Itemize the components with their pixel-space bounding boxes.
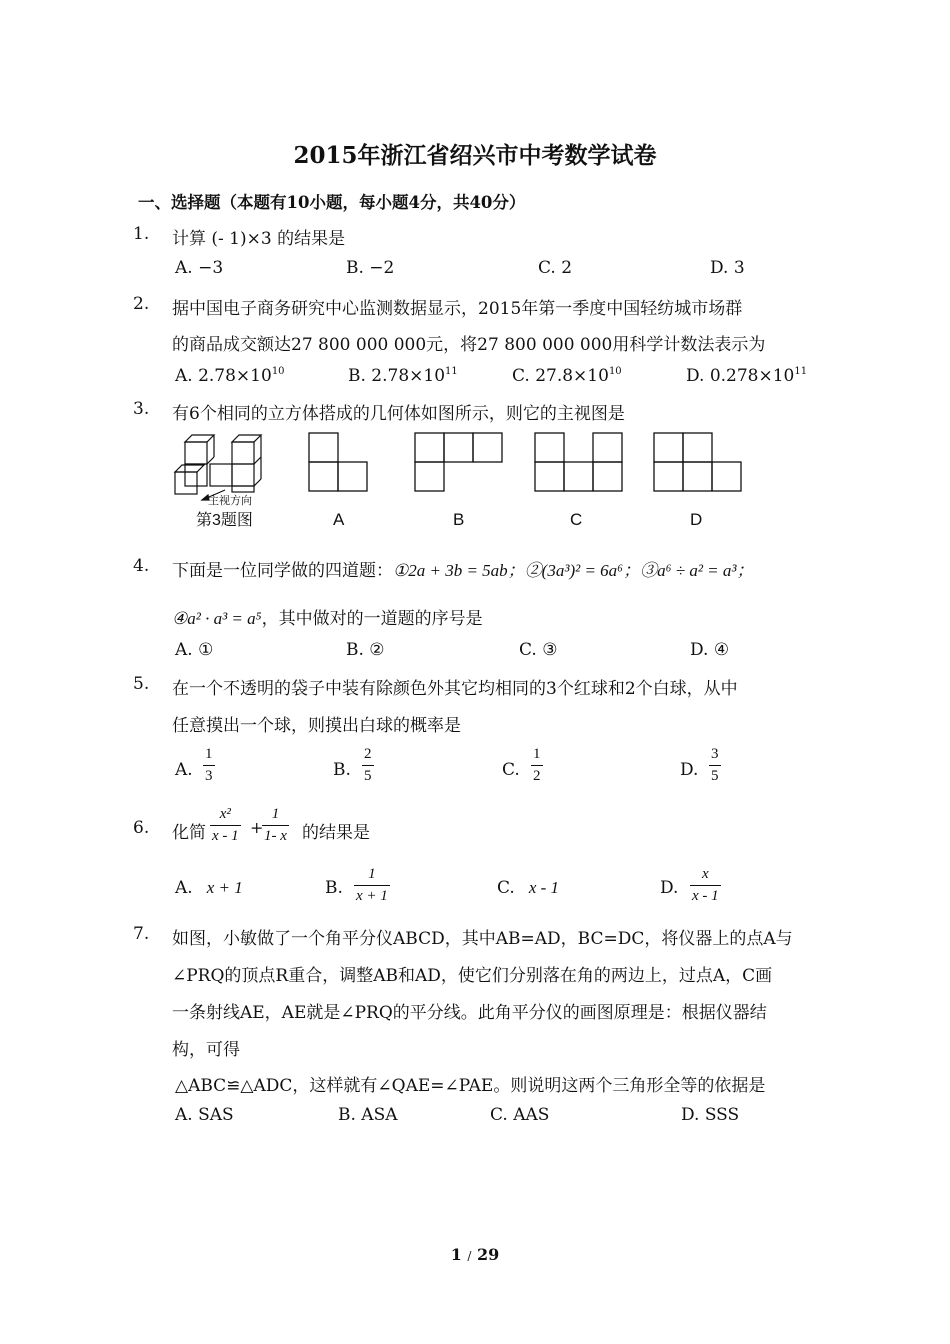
question-text: ④a² · a³ = a⁵，其中做对的一道题的序号是 [172,609,483,629]
question-text: 的结果是 [302,823,370,843]
fraction: $\frac{1}{x + 1}$ [356,866,388,904]
question-text: ∠PRQ的顶点R重合，调整AB和AD，使它们分别落在角的两边上，过点A，C画 [172,966,773,986]
option-a-label: A [333,510,345,529]
option-d: D. SSS [681,1105,740,1125]
question-number: 5. [133,674,150,694]
question-number: 6. [133,818,150,838]
option-a: A. x + 1 [175,878,243,898]
section-heading: 一、选择题（本题有10小题，每小题4分，共40分） [138,193,526,212]
fraction: $\frac{1}{2}$ [533,746,541,784]
question-text: △ABC≌△ADC，这样就有∠QAE=∠PAE。则说明这两个三角形全等的依据是 [175,1076,766,1096]
option-c: C. [502,760,520,780]
option-d: D. ④ [690,640,730,660]
fraction: $\frac{3}{5}$ [711,746,719,784]
page-number: 1 / 29 [450,1245,500,1264]
question-number: 3. [133,399,150,419]
arrow-label: 主视方向 [208,495,252,507]
question-text: 据中国电子商务研究中心监测数据显示，2015年第一季度中国轻纺城市场群 [172,299,743,319]
option-c: C. $27.8\times 10^{10}$ [512,366,622,386]
question-number: 1. [133,224,150,244]
question-text: 一条射线AE，AE就是∠PRQ的平分线。此角平分仪的画图原理是：根据仪器结 [172,1003,767,1023]
page-title: 2015年浙江省绍兴市中考数学试卷 [293,142,657,169]
option-a: A. $2.78\times 10^{10}$ [175,366,285,386]
question-text: 如图，小敏做了一个角平分仪ABCD，其中AB=AD，BC=DC，将仪器上的点A与 [172,929,793,949]
option-d: D. 3 [710,258,745,278]
question-text: 任意摸出一个球，则摸出白球的概率是 [172,716,461,736]
option-c: C. AAS [490,1105,550,1125]
question-text: 下面是一位同学做的四道题：①2a + 3b = 5ab；②(3a³)² = 6a⁶；③a⁶ ÷ a² = a³； [172,561,754,581]
fraction: $\frac{1}{1- x}$ [264,806,287,844]
question-text: 构，可得 [172,1040,240,1060]
question-text: 在一个不透明的袋子中装有除颜色外其它均相同的3个红球和2个白球，从中 [172,679,738,699]
option-d: D. [660,878,679,898]
option-c-figure [534,432,626,492]
fraction: $\frac{x}{x - 1}$ [692,866,719,904]
question-number: 7. [133,924,150,944]
cube-figure [170,432,280,507]
option-a: A. ① [175,640,214,660]
option-c-label: C [570,510,583,529]
option-a: A. −3 [175,258,224,278]
option-b-figure [414,432,506,492]
option-b: B. ② [346,640,385,660]
option-c: C. ③ [519,640,558,660]
plus-sign: + [250,818,264,837]
option-a: A. [175,760,193,780]
question-text: 化简 [172,823,206,843]
question-text: 有6个相同的立方体搭成的几何体如图所示，则它的主视图是 [172,404,625,424]
option-a: A. SAS [175,1105,234,1125]
fraction: $\frac{\text{x²}}{x - 1}$ [212,806,239,844]
fraction: $\frac{2}{5}$ [364,746,372,784]
option-d: D. $0.278\times 10^{11}$ [686,366,808,386]
option-b: B. $2.78\times 10^{11}$ [348,366,458,386]
question-number: 2. [133,294,150,314]
option-d-figure [653,432,745,492]
option-c: C. x - 1 [497,878,560,898]
option-a-figure [308,432,370,492]
question-text: 的商品成交额达27 800 000 000元，将27 800 000 000用科学计数法表示为 [172,335,766,355]
option-b-label: B [453,510,465,529]
option-c: C. 2 [538,258,573,278]
option-b: B. −2 [346,258,395,278]
option-b: B. [325,878,343,898]
fraction: $\frac{1}{3}$ [205,746,213,784]
figure-caption: 第3题图 [196,512,253,529]
option-d-label: D [690,510,703,529]
option-d: D. [680,760,699,780]
option-b: B. ASA [338,1105,398,1125]
question-text: 计算 (- 1)×3 的结果是 [172,229,346,249]
option-b: B. [333,760,351,780]
question-number: 4. [133,556,150,576]
